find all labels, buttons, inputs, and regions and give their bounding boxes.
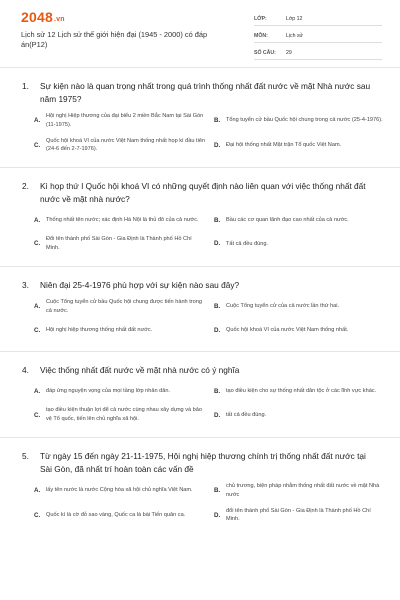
answer-option-c[interactable]: [34, 235, 206, 253]
answer-letter: D.: [214, 141, 221, 149]
answer-text: Tổng tuyển cử bầu Quốc hội chung trong cả nước (25-4-1976).: [226, 117, 383, 124]
answer-letter: B.: [214, 216, 221, 224]
question-number: 2.: [22, 181, 29, 192]
answer-option-a[interactable]: [34, 298, 206, 316]
answer-text: đổi tên thành phố Sài Gòn - Gia Định là Thành phố Hồ Chí Minh.: [226, 507, 371, 523]
answer-text: chủ trương, biện pháp nhằm thống nhất đất nước về mặt Nhà nước: [226, 482, 380, 498]
answer-text: Quốc hội khoá VI của nước Việt Nam thống nhất họp kì đầu tiên (24-6 đến 2-7-1976).: [46, 137, 206, 153]
header: [0, 0, 400, 62]
answer-options: [22, 383, 380, 431]
answer-option-d[interactable]: [214, 507, 386, 525]
answer-option-b[interactable]: [214, 482, 386, 500]
answer-option-b[interactable]: [214, 212, 386, 228]
question-number: 5.: [22, 450, 29, 461]
answer-options: [22, 212, 380, 260]
answer-letter: B.: [214, 117, 221, 125]
answer-letter: B.: [214, 303, 221, 311]
meta-row-class: [254, 12, 382, 26]
answer-text: Quốc kì là cờ đỏ sao vàng, Quốc ca là bài Tiến quân ca.: [46, 511, 186, 518]
question-2: [0, 167, 400, 266]
answer-text: Hội nghị hiệp thương thống nhất đất nước.: [46, 326, 153, 333]
answer-option-a[interactable]: [34, 482, 206, 500]
meta-value: Lớp 12: [286, 15, 303, 22]
answer-text: Quốc hội khoá VI của nước Việt Nam thống nhất.: [226, 326, 349, 333]
answer-option-c[interactable]: [34, 507, 206, 525]
meta-key: MÔN:: [254, 32, 268, 39]
answer-letter: A.: [34, 303, 41, 311]
answer-option-a[interactable]: [34, 112, 206, 130]
answer-letter: C.: [34, 240, 41, 248]
answer-text: tất cả đều đúng.: [226, 411, 267, 418]
question-body: Việc thống nhất đất nước về mặt nhà nước có ý nghĩa: [40, 365, 240, 376]
answer-letter: A.: [34, 216, 41, 224]
meta-value: 29: [286, 49, 292, 56]
logo-tld: .vn: [53, 16, 65, 23]
answer-letter: D.: [214, 240, 221, 248]
answer-option-b[interactable]: [214, 112, 386, 130]
question-text: [22, 279, 380, 292]
answer-option-c[interactable]: [34, 137, 206, 155]
answer-options: [22, 298, 380, 346]
question-text: [22, 180, 380, 206]
meta-key: LỚP:: [254, 15, 267, 22]
question-3: [0, 266, 400, 352]
answer-option-c[interactable]: [34, 406, 206, 424]
answer-option-b[interactable]: [214, 383, 386, 399]
answer-option-d[interactable]: [214, 235, 386, 253]
document-meta: [254, 12, 382, 63]
question-body: Niên đại 25-4-1976 phù hợp với sự kiện nào sau đây?: [40, 279, 240, 290]
answer-letter: A.: [34, 117, 41, 125]
question-number: 4.: [22, 365, 29, 376]
question-number: 1.: [22, 81, 29, 91]
answer-letter: B.: [214, 387, 221, 395]
answer-letter: D.: [214, 411, 221, 419]
answer-letter: C.: [34, 141, 41, 149]
question-list: [0, 67, 400, 537]
answer-letter: C.: [34, 411, 41, 419]
question-body: Sự kiện nào là quan trọng nhất trong quá trình thống nhất đất nước về mặt Nhà nước sau năm 1975?: [40, 81, 371, 104]
answer-text: Tất cả đều đúng.: [226, 240, 268, 247]
answer-text: Bầu các cơ quan lãnh đạo cao nhất của cả nước.: [226, 216, 349, 223]
logo-text: 2048: [21, 9, 53, 25]
answer-option-d[interactable]: [214, 322, 386, 338]
meta-row-question-count: [254, 46, 382, 60]
question-body: Từ ngày 15 đến ngày 21-11-1975, Hội nghị hiệp thương chính trị thống nhất đất nước tại Sài Gòn, đã nhất trí hoàn toàn các vấn đề: [40, 450, 366, 474]
answer-text: Cuộc Tổng tuyển cử của cả nước lần thứ hai.: [226, 303, 340, 310]
answer-letter: A.: [34, 387, 41, 395]
answer-option-d[interactable]: [214, 137, 386, 155]
meta-value: Lịch sử: [286, 32, 304, 39]
answer-options: [22, 112, 383, 161]
question-text: [22, 450, 380, 476]
answer-options: [22, 482, 380, 531]
answer-text: tạo điều kiện cho sự thống nhất dân tộc ở các lĩnh vực khác.: [226, 387, 377, 394]
question-1: [0, 67, 400, 167]
answer-text: lấy tên nước là nước Cộng hòa xã hội chủ nghĩa Việt Nam.: [46, 487, 193, 494]
answer-letter: D.: [214, 511, 221, 519]
answer-letter: A.: [34, 487, 41, 495]
question-text: [22, 364, 380, 377]
meta-row-subject: [254, 29, 382, 43]
answer-option-a[interactable]: [34, 383, 206, 399]
answer-text: Cuộc Tổng tuyển cử bầu Quốc hội chung được tiến hành trong cả nước.: [46, 298, 202, 314]
answer-letter: D.: [214, 326, 221, 334]
question-4: [0, 351, 400, 437]
answer-letter: C.: [34, 326, 41, 334]
question-5: [0, 437, 400, 537]
meta-key: SỐ CÂU:: [254, 49, 276, 56]
answer-option-b[interactable]: [214, 298, 386, 316]
answer-text: đáp ứng nguyện vọng của mọi tầng lớp nhân dân.: [46, 387, 171, 394]
answer-text: Đại hội thống nhất Mặt trận Tổ quốc Việt Nam.: [226, 141, 342, 148]
answer-letter: C.: [34, 511, 41, 519]
question-body: Kì họp thứ I Quốc hội khoá VI có những quyết định nào liên quan với việc thống nhất đất nước về mặt nhà nước?: [40, 181, 366, 205]
question-number: 3.: [22, 279, 29, 290]
answer-letter: B.: [214, 487, 221, 495]
answer-option-c[interactable]: [34, 322, 206, 338]
site-logo[interactable]: [21, 9, 65, 25]
document-title: Lịch sử 12 Lịch sử thế giới hiện đại (1945 - 2000) có đáp án(P12): [21, 30, 208, 49]
answer-text: Hội nghị Hiệp thương của đại biểu 2 miền Bắc Nam tại Sài Gòn (11-1975).: [46, 113, 204, 128]
answer-option-d[interactable]: [214, 406, 386, 424]
question-text: [22, 80, 380, 106]
answer-option-a[interactable]: [34, 212, 206, 228]
answer-text: Đổi tên thành phố Sài Gòn - Gia Định là Thành phố Hồ Chí Minh.: [46, 236, 192, 251]
answer-text: Thống nhất tên nước; xác định Hà Nội là thủ đô của cả nước.: [46, 216, 199, 223]
answer-text: tạo điều kiện thuận lợi để cả nước cùng nhau xây dựng và bảo vệ Tổ quốc, tiến lên chủ nghĩa xã hội.: [46, 407, 203, 423]
